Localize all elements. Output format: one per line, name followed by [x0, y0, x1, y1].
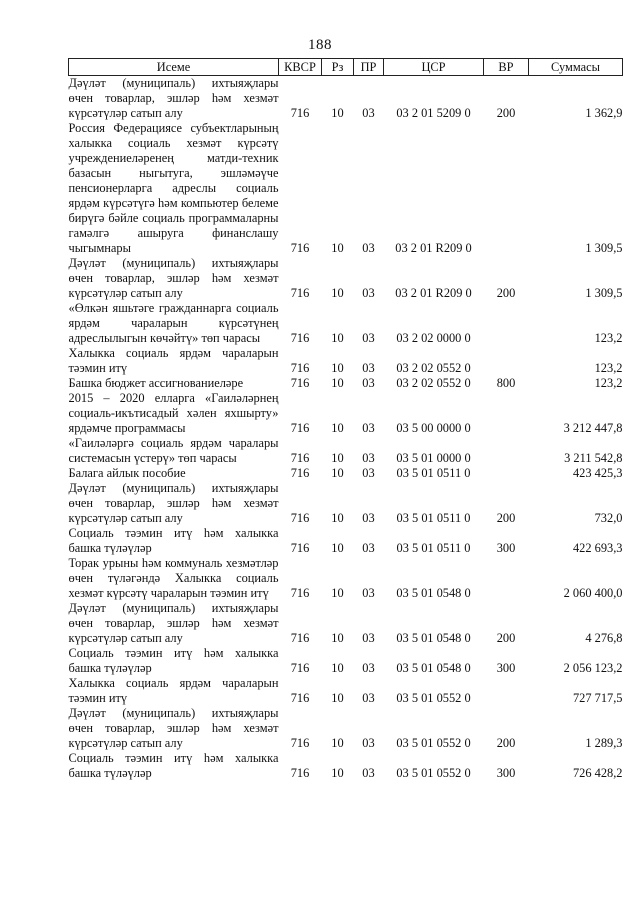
budget-table: [68, 58, 623, 781]
cell-rz: 10: [331, 511, 344, 525]
table-row: [69, 526, 623, 556]
cell-sum: 732,0: [594, 511, 623, 525]
cell-rz: 10: [331, 241, 344, 255]
cell-name: Социаль тәэмин итү һәм халыкка башка түләүләр: [68, 526, 279, 555]
cell-csr: 03 5 01 0548 0: [396, 586, 471, 600]
table-row: [69, 391, 623, 436]
cell-name: Дәүләт (муниципаль) ихтыяҗлары өчен товарлар, эшләр һәм хезмәт күрсәтүләр сатып алу: [68, 76, 279, 120]
cell-kvsr: 716: [290, 106, 310, 120]
table-row: [69, 466, 623, 481]
cell-vr: [484, 391, 529, 436]
cell-name: «Гаиләләргә социаль ярдәм чаралары системасын үстерү» төп чарасы: [68, 436, 279, 465]
cell-name: Дәүләт (муниципаль) ихтыяҗлары өчен товарлар, эшләр һәм хезмәт күрсәтүләр сатып алу: [68, 481, 279, 525]
cell-name: «Өлкән яшьтәге гражданнарга социаль ярдәм чараларын күрсәтүнең адреслылыгын көчәйтү» төп чарасы: [68, 301, 279, 345]
table-row: [69, 706, 623, 751]
cell-sum: 1 289,3: [585, 736, 623, 750]
cell-kvsr: 716: [290, 286, 310, 300]
cell-csr: 03 5 01 0548 0: [396, 661, 471, 675]
cell-pr: 03: [362, 361, 375, 375]
col-header-pr: ПР: [354, 59, 384, 76]
cell-name: Торак урыны һәм коммуналь хезмәтләр өчен түләгәндә Халыкка социаль хезмәт күрсәтү чараларын тәэмин итү: [68, 556, 279, 600]
cell-vr: [484, 556, 529, 601]
cell-sum: 2 056 123,2: [563, 661, 623, 675]
cell-sum: 4 276,8: [585, 631, 623, 645]
cell-csr: 03 2 02 0552 0: [396, 361, 471, 375]
col-header-name: Исеме: [69, 59, 279, 76]
cell-kvsr: 716: [290, 361, 310, 375]
cell-pr: 03: [362, 241, 375, 255]
cell-kvsr: 716: [290, 691, 310, 705]
table-header: [69, 59, 623, 76]
cell-pr: 03: [362, 286, 375, 300]
cell-kvsr: 716: [290, 376, 310, 390]
cell-sum: 423 425,3: [572, 466, 623, 480]
cell-kvsr: 716: [290, 736, 310, 750]
table-row: [69, 301, 623, 346]
cell-vr: [484, 121, 529, 256]
cell-name: Халыкка социаль ярдәм чараларын тәэмин итү: [68, 346, 279, 375]
table-row: [69, 376, 623, 391]
table-row: [69, 646, 623, 676]
cell-pr: 03: [362, 511, 375, 525]
cell-vr: 200: [496, 631, 516, 645]
cell-vr: 200: [496, 286, 516, 300]
cell-kvsr: 716: [290, 661, 310, 675]
cell-rz: 10: [331, 586, 344, 600]
cell-vr: 800: [496, 376, 516, 390]
cell-kvsr: 716: [290, 541, 310, 555]
cell-name: Башка бюджет ассигнованиеләре: [68, 376, 244, 390]
cell-rz: 10: [331, 331, 344, 345]
table-row: [69, 346, 623, 376]
cell-sum: 123,2: [594, 376, 623, 390]
cell-kvsr: 716: [290, 586, 310, 600]
cell-kvsr: 716: [290, 511, 310, 525]
table-row: [69, 601, 623, 646]
cell-pr: 03: [362, 106, 375, 120]
table-row: [69, 556, 623, 601]
cell-pr: 03: [362, 421, 375, 435]
cell-sum: 123,2: [594, 331, 623, 345]
cell-vr: [484, 301, 529, 346]
cell-rz: 10: [331, 661, 344, 675]
cell-csr: 03 5 00 0000 0: [396, 421, 471, 435]
cell-pr: 03: [362, 451, 375, 465]
cell-pr: 03: [362, 586, 375, 600]
cell-name: Халыкка социаль ярдәм чараларын тәэмин итү: [68, 676, 279, 705]
table-row: [69, 256, 623, 301]
cell-name: Дәүләт (муниципаль) ихтыяҗлары өчен товарлар, эшләр һәм хезмәт күрсәтүләр сатып алу: [68, 706, 279, 750]
table-row: [69, 436, 623, 466]
cell-pr: 03: [362, 466, 375, 480]
cell-rz: 10: [331, 766, 344, 780]
cell-vr: [484, 676, 529, 706]
cell-name: Социаль тәэмин итү һәм халыкка башка түләүләр: [68, 751, 279, 780]
cell-vr: [484, 466, 529, 481]
cell-name: Дәүләт (муниципаль) ихтыяҗлары өчен товарлар, эшләр һәм хезмәт күрсәтүләр сатып алу: [68, 256, 279, 300]
cell-csr: 03 2 01 R209 0: [395, 286, 472, 300]
cell-csr: 03 5 01 0552 0: [396, 736, 471, 750]
cell-sum: 1 309,5: [585, 241, 623, 255]
cell-vr: 200: [496, 736, 516, 750]
table-row: [69, 121, 623, 256]
cell-rz: 10: [331, 541, 344, 555]
cell-pr: 03: [362, 541, 375, 555]
cell-vr: 300: [496, 766, 516, 780]
cell-vr: 300: [496, 661, 516, 675]
cell-csr: 03 5 01 0511 0: [396, 466, 471, 480]
cell-csr: 03 2 01 5209 0: [396, 106, 471, 120]
table-row: [69, 76, 623, 122]
cell-rz: 10: [331, 286, 344, 300]
cell-kvsr: 716: [290, 631, 310, 645]
cell-kvsr: 716: [290, 241, 310, 255]
cell-csr: 03 5 01 0511 0: [396, 541, 471, 555]
cell-csr: 03 2 01 R209 0: [395, 241, 472, 255]
cell-kvsr: 716: [290, 421, 310, 435]
cell-rz: 10: [331, 631, 344, 645]
col-header-csr: ЦСР: [384, 59, 484, 76]
cell-pr: 03: [362, 736, 375, 750]
cell-name: Социаль тәэмин итү һәм халыкка башка түләүләр: [68, 646, 279, 675]
cell-csr: 03 5 01 0511 0: [396, 511, 471, 525]
cell-vr: [484, 346, 529, 376]
cell-pr: 03: [362, 691, 375, 705]
cell-csr: 03 5 01 0548 0: [396, 631, 471, 645]
cell-name: Балага айлык пособие: [68, 466, 186, 480]
cell-vr: 200: [496, 106, 516, 120]
cell-rz: 10: [331, 421, 344, 435]
cell-pr: 03: [362, 376, 375, 390]
cell-pr: 03: [362, 631, 375, 645]
cell-rz: 10: [331, 361, 344, 375]
cell-sum: 3 212 447,8: [563, 421, 623, 435]
page-number: 188: [308, 37, 332, 53]
cell-rz: 10: [331, 106, 344, 120]
cell-sum: 2 060 400,0: [563, 586, 623, 600]
cell-rz: 10: [331, 466, 344, 480]
cell-rz: 10: [331, 376, 344, 390]
cell-kvsr: 716: [290, 466, 310, 480]
table-row: [69, 751, 623, 781]
cell-sum: 726 428,2: [572, 766, 623, 780]
cell-kvsr: 716: [290, 331, 310, 345]
cell-pr: 03: [362, 661, 375, 675]
cell-sum: 727 717,5: [572, 691, 623, 705]
cell-csr: 03 2 02 0552 0: [396, 376, 471, 390]
cell-sum: 123,2: [594, 361, 623, 375]
cell-csr: 03 5 01 0552 0: [396, 691, 471, 705]
cell-pr: 03: [362, 331, 375, 345]
cell-csr: 03 2 02 0000 0: [396, 331, 471, 345]
cell-name: 2015 – 2020 елларга «Гаиләләрнең социаль-икътисадый хәлен яхшырту» ярдәмче программасы: [68, 391, 279, 435]
table-row: [69, 676, 623, 706]
cell-kvsr: 716: [290, 766, 310, 780]
cell-sum: 3 211 542,8: [564, 451, 623, 465]
cell-sum: 1 309,5: [585, 286, 623, 300]
cell-pr: 03: [362, 766, 375, 780]
cell-sum: 1 362,9: [585, 106, 623, 120]
cell-rz: 10: [331, 451, 344, 465]
cell-csr: 03 5 01 0552 0: [396, 766, 471, 780]
table-row: [69, 481, 623, 526]
cell-vr: 200: [496, 511, 516, 525]
cell-rz: 10: [331, 736, 344, 750]
cell-vr: 300: [496, 541, 516, 555]
cell-rz: 10: [331, 691, 344, 705]
cell-name: Россия Федерациясе субъектларының халыкка социаль хезмәт күрсәтү учреждениеләренең матди-техник базасын ныгытуга, эшләмәүче пенсионерларга адреслы социаль ярдәм күрсәтүгә һәм компьютер белеме бирүгә бәйле социаль программаларны гамәлгә ашыруга финанслашу чыгымнары: [68, 121, 279, 255]
col-header-kvsr: КВСР: [279, 59, 322, 76]
col-header-vr: ВР: [484, 59, 529, 76]
cell-kvsr: 716: [290, 451, 310, 465]
col-header-rz: Рз: [322, 59, 354, 76]
cell-csr: 03 5 01 0000 0: [396, 451, 471, 465]
cell-vr: [484, 436, 529, 466]
cell-sum: 422 693,3: [572, 541, 623, 555]
cell-name: Дәүләт (муниципаль) ихтыяҗлары өчен товарлар, эшләр һәм хезмәт күрсәтүләр сатып алу: [68, 601, 279, 645]
col-header-sum: Суммасы: [529, 59, 623, 76]
